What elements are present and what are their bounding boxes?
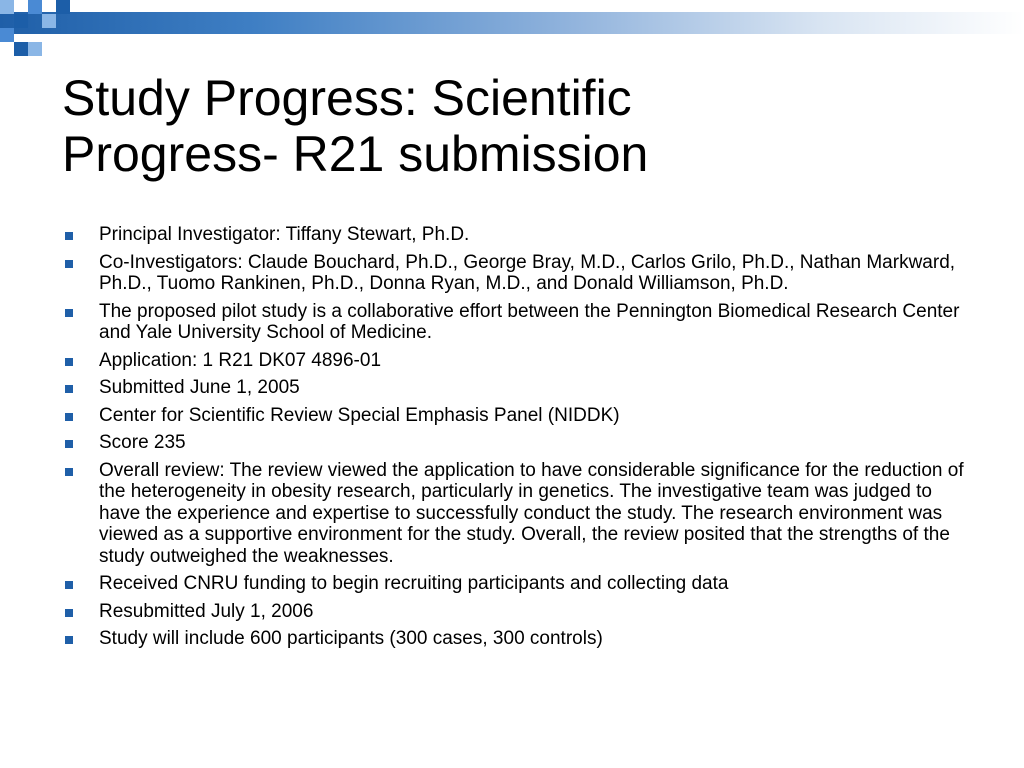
list-item bbox=[62, 460, 972, 568]
square-bullet-icon bbox=[65, 385, 73, 393]
slide-title bbox=[62, 70, 962, 182]
list-item-text: Overall review: The review viewed the application to have considerable significance for the reduction of the heterogeneity in obesity research, particularly in genetics. The investigative team was judged to have the experience and expertise to successfully conduct the study. The research environment was viewed as a supportive environment for the study. Overall, the review posited that the strengths of the study outweighed the weaknesses. bbox=[99, 459, 964, 567]
list-item bbox=[62, 224, 972, 246]
square-bullet-icon bbox=[65, 260, 73, 268]
list-item-text: Application: 1 R21 DK07 4896-01 bbox=[99, 349, 382, 371]
list-item-text: Principal Investigator: Tiffany Stewart, Ph.D. bbox=[99, 224, 470, 245]
list-item bbox=[62, 601, 972, 623]
list-item-text: The proposed pilot study is a collaborative effort between the Pennington Biomedical Research Center and Yale University School of Medicine. bbox=[99, 300, 960, 343]
square-bullet-icon bbox=[65, 440, 73, 448]
list-item bbox=[62, 252, 972, 295]
square-bullet-icon bbox=[65, 636, 73, 644]
list-item bbox=[62, 301, 972, 344]
list-item bbox=[62, 628, 972, 650]
list-item-text: Submitted June 1, 2005 bbox=[99, 377, 300, 398]
slide-title-line-2: Progress- R21 submission bbox=[62, 126, 649, 182]
square-bullet-icon bbox=[65, 358, 73, 366]
list-item-text: Center for Scientific Review Special Emphasis Panel (NIDDK) bbox=[99, 404, 620, 426]
square-bullet-icon bbox=[65, 468, 73, 476]
decorative-square bbox=[42, 14, 56, 28]
decorative-square bbox=[28, 0, 42, 14]
list-item-text: Received CNRU funding to begin recruiting participants and collecting data bbox=[99, 573, 729, 594]
bullet-list bbox=[62, 224, 972, 656]
slide-title-line-1: Study Progress: Scientific bbox=[62, 70, 632, 126]
square-bullet-icon bbox=[65, 309, 73, 317]
square-bullet-icon bbox=[65, 413, 73, 421]
list-item bbox=[62, 432, 972, 454]
list-item bbox=[62, 350, 972, 372]
list-item-text: Score 235 bbox=[99, 432, 186, 453]
decorative-square bbox=[14, 42, 28, 56]
decorative-square bbox=[28, 42, 42, 56]
square-bullet-icon bbox=[65, 232, 73, 240]
list-item-text: Resubmitted July 1, 2006 bbox=[99, 600, 314, 622]
header-gradient-band bbox=[0, 12, 1024, 34]
list-item-text: Co-Investigators: Claude Bouchard, Ph.D., George Bray, M.D., Carlos Grilo, Ph.D., Nathan Markward, Ph.D., Tuomo Rankinen, Ph.D., Donna Ryan, M.D., and Donald Williamson, Ph.D. bbox=[99, 251, 956, 294]
decorative-square bbox=[0, 28, 14, 42]
list-item bbox=[62, 573, 972, 595]
square-bullet-icon bbox=[65, 609, 73, 617]
decorative-square bbox=[14, 14, 28, 28]
square-bullet-icon bbox=[65, 581, 73, 589]
list-item bbox=[62, 377, 972, 399]
list-item-text: Study will include 600 participants (300 cases, 300 controls) bbox=[99, 628, 603, 649]
decorative-square bbox=[0, 0, 14, 14]
decorative-square bbox=[56, 0, 70, 14]
list-item bbox=[62, 405, 972, 427]
